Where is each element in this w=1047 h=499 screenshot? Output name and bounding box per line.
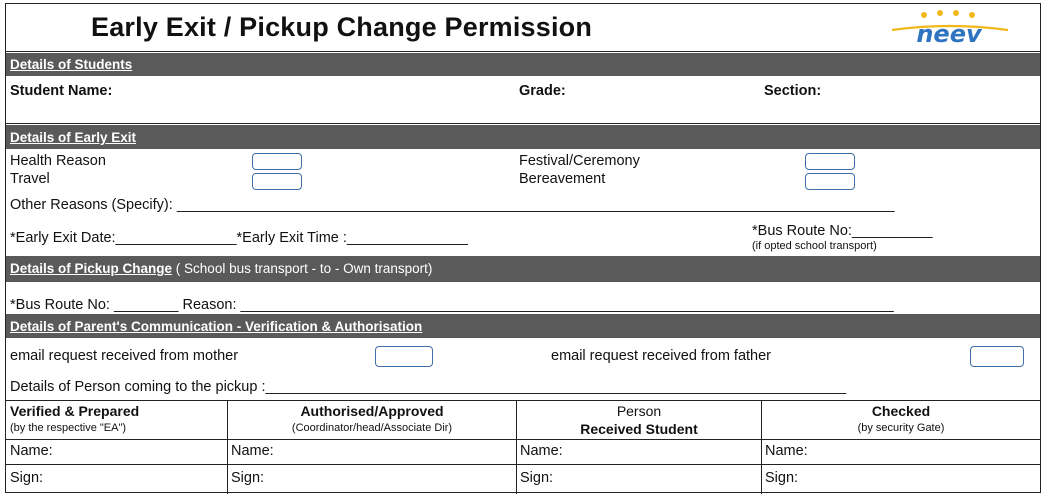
person-sub: Received Student <box>580 421 698 437</box>
communication-section <box>6 338 1040 400</box>
bereavement-checkbox[interactable] <box>805 173 855 190</box>
students-row <box>6 76 1040 124</box>
person-title: Person <box>616 403 662 419</box>
table-header-border <box>6 439 1040 440</box>
early-exit-date-time-field[interactable]: *Early Exit Date:_______________*Early Exit Time :_______________ <box>10 230 468 246</box>
early-exit-section <box>6 149 1040 256</box>
table-row-border <box>6 464 1040 465</box>
communication-heading: Details of Parent's Communication - Verification & Authorisation <box>10 319 423 334</box>
form-title: Early Exit / Pickup Change Permission <box>91 12 593 42</box>
pickup-person-field[interactable]: Details of Person coming to the pickup :________________________________________________________________________ <box>10 379 847 395</box>
mother-email-label: email request received from mother <box>10 348 239 364</box>
verified-sub: (by the respective "EA") <box>10 422 127 434</box>
father-email-checkbox[interactable] <box>970 346 1024 367</box>
verified-name[interactable]: Name: <box>10 443 53 459</box>
health-reason-checkbox[interactable] <box>252 153 302 170</box>
person-sign[interactable]: Sign: <box>520 470 554 486</box>
authorised-name[interactable]: Name: <box>231 443 274 459</box>
verified-sign[interactable]: Sign: <box>10 470 44 486</box>
other-reasons-field[interactable]: Other Reasons (Specify): _________________________________________________________________________________________ <box>10 197 895 213</box>
bereavement-label: Bereavement <box>519 171 606 187</box>
early-exit-heading: Details of Early Exit <box>10 130 137 145</box>
students-band <box>6 53 1040 76</box>
health-reason-label: Health Reason <box>10 153 106 169</box>
person-name[interactable]: Name: <box>520 443 563 459</box>
father-email-label: email request received from father <box>551 348 772 364</box>
early-exit-band <box>6 125 1040 149</box>
bus-route-field[interactable]: *Bus Route No:__________ <box>752 223 933 239</box>
pickup-band <box>6 256 1040 282</box>
festival-label: Festival/Ceremony <box>519 153 640 169</box>
communication-band <box>6 314 1040 338</box>
permission-form <box>5 3 1041 493</box>
pickup-heading: Details of Pickup Change <box>10 261 173 276</box>
festival-checkbox[interactable] <box>805 153 855 170</box>
pickup-row <box>6 282 1040 314</box>
travel-checkbox[interactable] <box>252 173 302 190</box>
verified-title: Verified & Prepared <box>10 403 140 419</box>
svg-text:neev: neev <box>916 20 982 48</box>
students-heading: Details of Students <box>10 57 133 72</box>
student-name-label: Student Name: <box>10 83 113 99</box>
title-row <box>6 4 1040 52</box>
section-label: Section: <box>764 83 822 99</box>
checked-sub: (by security Gate) <box>857 422 945 434</box>
neev-logo <box>884 8 1014 48</box>
authorised-title: Authorised/Approved <box>300 403 444 419</box>
pickup-bus-reason-field[interactable]: *Bus Route No: ________ Reason: _________________________________________________________________________________ <box>10 297 894 313</box>
checked-sign[interactable]: Sign: <box>765 470 799 486</box>
authorised-sign[interactable]: Sign: <box>231 470 265 486</box>
bus-route-note: (if opted school transport) <box>752 240 877 252</box>
authorised-sub: (Coordinator/head/Associate Dir) <box>291 422 453 434</box>
checked-title: Checked <box>871 403 931 419</box>
table-top-border <box>6 400 1040 401</box>
checked-name[interactable]: Name: <box>765 443 808 459</box>
mother-email-checkbox[interactable] <box>375 346 433 367</box>
travel-label: Travel <box>10 171 50 187</box>
pickup-heading-note: ( School bus transport - to - Own transport) <box>172 261 433 276</box>
grade-label: Grade: <box>519 83 566 99</box>
